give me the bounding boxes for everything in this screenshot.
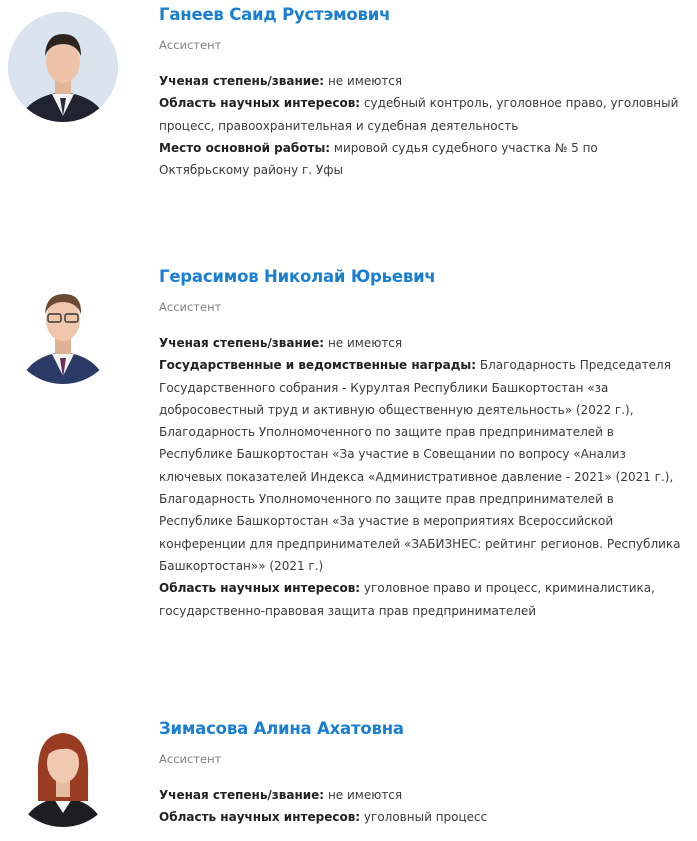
person-details	[159, 784, 689, 829]
detail-interests: Область научных интересов: уголовный процесс	[159, 810, 488, 825]
person-name: Герасимов Николай Юрьевич	[159, 267, 436, 286]
person-name: Ганеев Саид Рустэмович	[159, 5, 391, 24]
avatar	[8, 274, 118, 384]
detail-degree: Ученая степень/звание: не имеются	[159, 336, 403, 350]
person-details	[159, 70, 689, 181]
detail-awards: Государственные и ведомственные награды: Благодарность Председателя Государственного собрания - Курултая Республики Башкортостан «за добросовестный труд и активную общественную деятельность» (2022 г.), Благодарность Уполномоченного по защите прав предпринимателей в Республике Башкортостан «За участие в Совещании по вопросу «Анализ ключевых показателей Индекса «Административное давление - 2021» (2021 г.), Благодарность Уполномоченного по защите прав предпринимателей в Республике Башкортостан «За участие в мероприятиях Всероссийской конференции для предпринимателей «ЗАБИЗНЕС: рейтинг регионов. Республика Башкортостан»» (2021 г.)	[159, 358, 681, 573]
person-details	[159, 332, 689, 622]
person-position: Ассистент	[159, 752, 222, 766]
detail-workplace: Место основной работы: мировой судья судебного участка № 5 по Октябрьскому району г. Уфы	[159, 140, 598, 178]
person-position: Ассистент	[159, 38, 222, 52]
avatar	[8, 717, 118, 827]
detail-interests: Область научных интересов: судебный контроль, уголовное право, уголовный процесс, правоохранительная и судебная деятельность	[159, 96, 679, 133]
avatar	[8, 12, 118, 122]
person-name: Зимасова Алина Ахатовна	[159, 719, 404, 738]
person-position: Ассистент	[159, 300, 222, 314]
detail-interests: Область научных интересов: уголовное право и процесс, криминалистика, государственно-правовая защита прав предпринимателей	[159, 581, 655, 618]
detail-degree: Ученая степень/звание: не имеются	[159, 74, 403, 88]
detail-degree: Ученая степень/звание: не имеются	[159, 788, 403, 802]
